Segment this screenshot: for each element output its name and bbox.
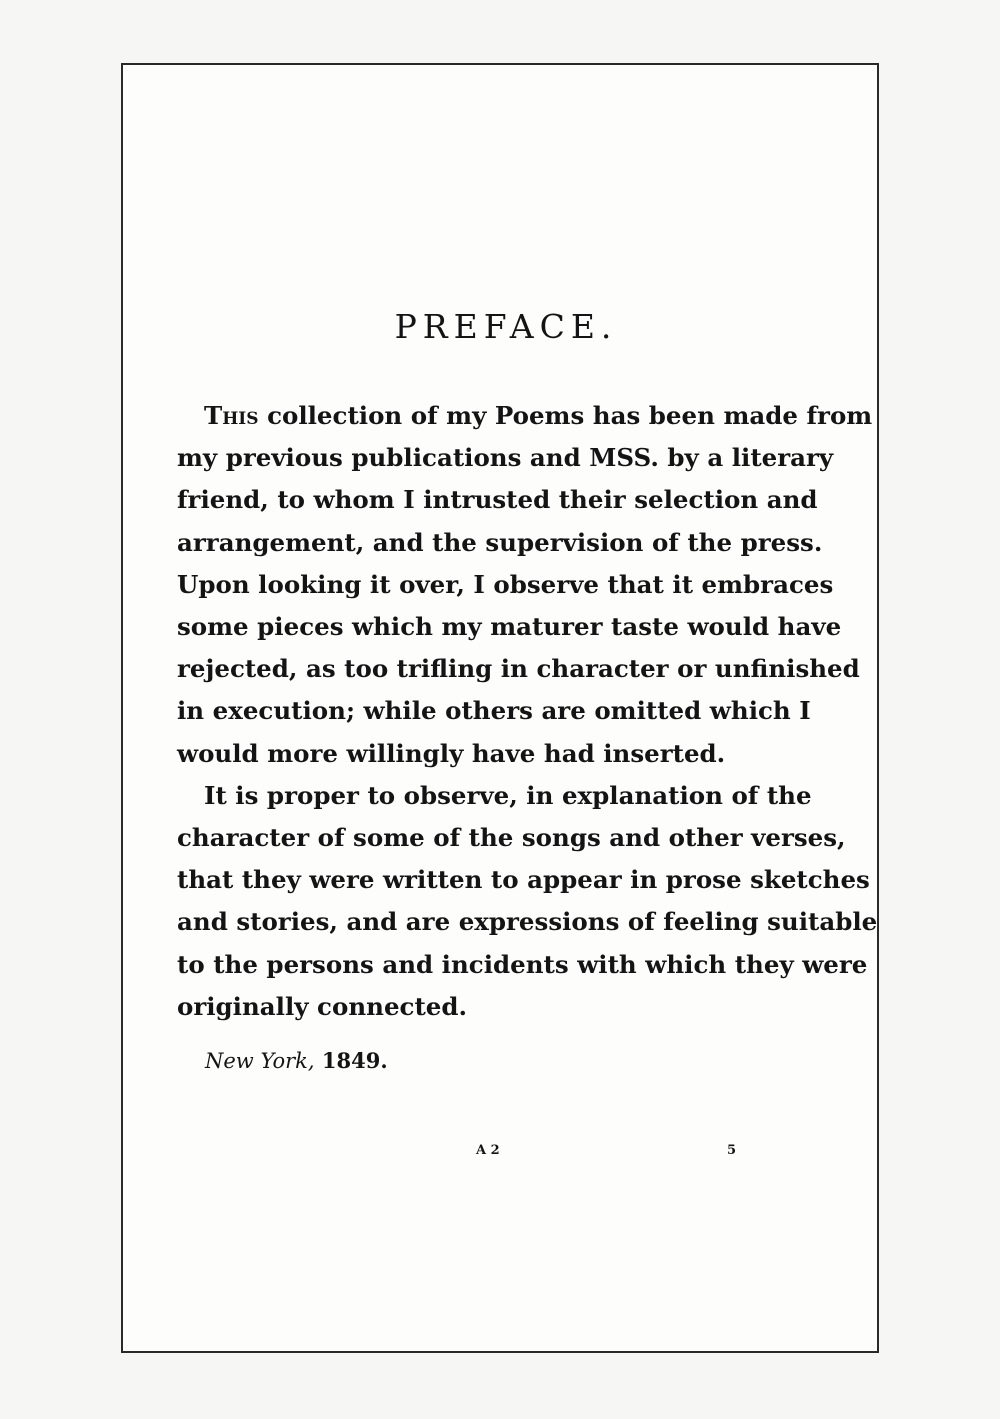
text-line: character of some of the songs and other verses,	[177, 823, 846, 853]
page-title: PREFACE.	[394, 307, 618, 347]
paragraph-1	[177, 395, 873, 775]
text-line: friend, to whom I intrusted their selection and	[177, 485, 818, 515]
dateline	[205, 1048, 388, 1073]
text-line: that they were written to appear in prose sketches	[177, 865, 870, 895]
text-line: Upon looking it over, I observe that it embraces	[177, 569, 834, 599]
text-line: to the persons and incidents with which they were	[177, 949, 868, 979]
page-number: 5	[727, 1143, 737, 1158]
text-line: some pieces which my maturer taste would have	[177, 612, 842, 642]
paragraph-2	[177, 775, 878, 1028]
dateline-place: New York,	[205, 1049, 315, 1073]
text-line: originally connected.	[177, 991, 468, 1021]
text-line: my previous publications and MSS. by a literary	[177, 443, 834, 473]
first-word: This	[204, 401, 259, 430]
text-line: rejected, as too trifling in character or unfinished	[177, 654, 860, 684]
text-line: This collection of my Poems has been made from	[204, 401, 873, 430]
text-line: would more willingly have had inserted.	[177, 738, 726, 768]
text-line: It is proper to observe, in explanation of the	[204, 780, 812, 810]
text-line: in execution; while others are omitted which I	[177, 696, 811, 726]
text-line: arrangement, and the supervision of the press.	[177, 527, 823, 557]
signature-mark: A 2	[476, 1143, 500, 1158]
dateline-year: 1849.	[321, 1048, 388, 1073]
text-line: and stories, and are expressions of feeling suitable	[177, 907, 878, 937]
preface-body	[177, 395, 878, 1028]
